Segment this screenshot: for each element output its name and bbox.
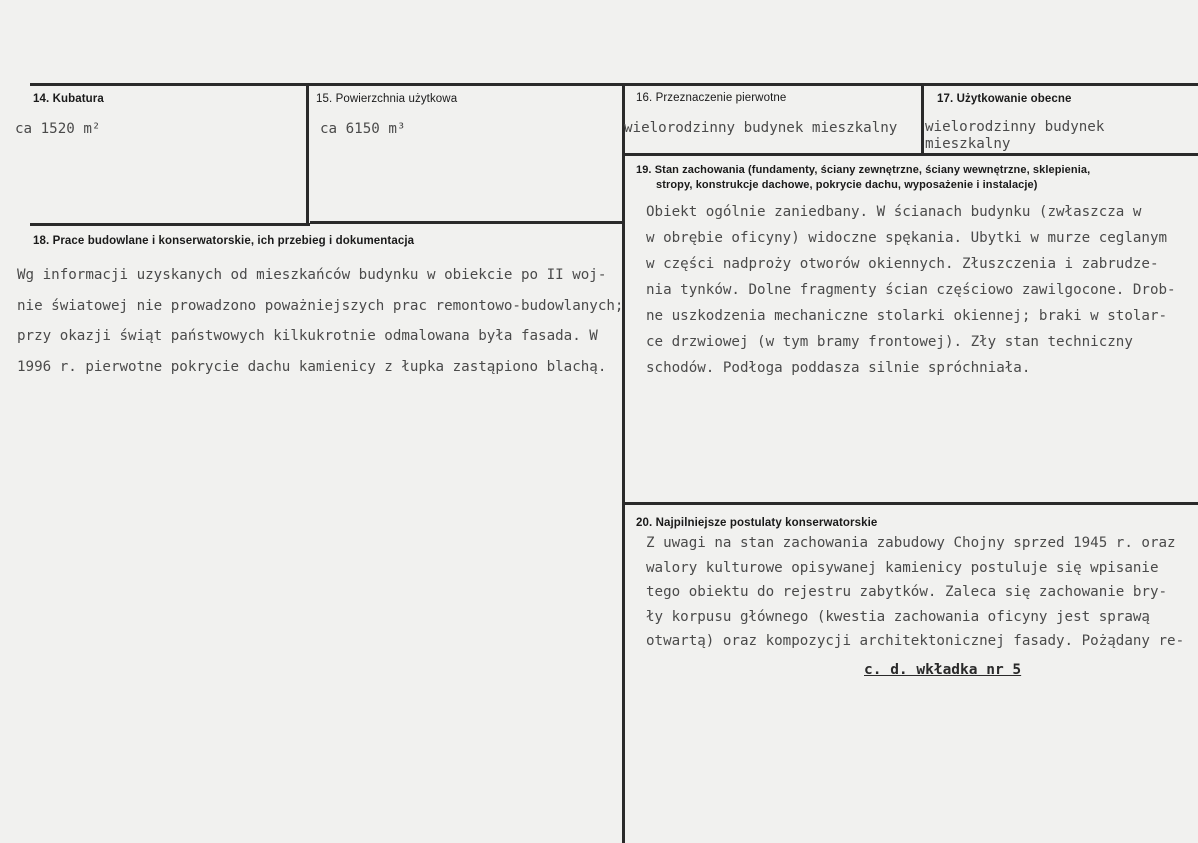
- field-20-line: otwartą) oraz kompozycji architektonicznej fasady. Pożądany re-: [646, 633, 1185, 649]
- field-17-value-line-1: wielorodzinny budynek: [925, 119, 1105, 135]
- top-rule: [30, 83, 1198, 86]
- field-19-line: schodów. Podłoga poddasza silnie spróchniała.: [646, 360, 1031, 376]
- field-14-value: ca 1520 m²: [15, 121, 101, 137]
- field-19-line: ce drzwiowej (w tym bramy frontowej). Zły stan techniczny: [646, 334, 1133, 350]
- field-18-line: 1996 r. pierwotne pokrycie dachu kamienicy z łupka zastąpiono blachą.: [17, 358, 607, 375]
- field-20-line: tego obiektu do rejestru zabytków. Zaleca się zachowanie bry-: [646, 584, 1168, 600]
- field-17-label: 17. Użytkowanie obecne: [937, 93, 1072, 105]
- field-17-value-line-2: mieszkalny: [925, 136, 1011, 152]
- field-20-line: Z uwagi na stan zachowania zabudowy Chojny sprzed 1945 r. oraz: [646, 535, 1176, 551]
- field-20-text: [646, 531, 1184, 654]
- field-18-line: Wg informacji uzyskanych od mieszkańców budynku w obiekcie po II woj-: [17, 267, 607, 283]
- field-20-line: walory kulturowe opisywanej kamienicy postuluje się wpisanie: [646, 559, 1159, 576]
- field-20-label: 20. Najpilniejsze postulaty konserwatorskie: [636, 517, 878, 529]
- field-18-line: nie światowej nie prowadzono poważniejszych prac remontowo-budowlanych;: [17, 297, 624, 314]
- rule-15-bottom: [310, 221, 623, 224]
- divider-14-15: [306, 83, 309, 224]
- field-19-line: ne uszkodzenia mechaniczne stolarki okiennej; braki w stolar-: [646, 308, 1168, 324]
- field-15-value: ca 6150 m³: [320, 121, 406, 137]
- field-18-text: [17, 260, 623, 382]
- rule-16-17-bottom: [622, 153, 1198, 156]
- divider-center: [622, 83, 625, 843]
- continuation-note: c. d. wkładka nr 5: [864, 662, 1022, 678]
- field-14-label: 14. Kubatura: [33, 93, 104, 105]
- field-20-line: ły korpusu głównego (kwestia zachowania oficyny jest sprawą: [646, 608, 1150, 625]
- field-19-line: nia tynków. Dolne fragmenty ścian częściowo zawilgocone. Drob-: [646, 282, 1176, 298]
- field-18-label: 18. Prace budowlane i konserwatorskie, ich przebieg i dokumentacja: [33, 235, 415, 247]
- rule-18-top: [30, 223, 310, 226]
- divider-16-17: [921, 83, 924, 155]
- field-19-label-line-1: 19. Stan zachowania (fundamenty, ściany zewnętrzne, ściany wewnętrzne, sklepienia,: [636, 164, 1091, 176]
- field-19-line: w części nadproży otworów okiennych. Złuszczenia i zabrudze-: [646, 256, 1159, 272]
- field-19-label-line-2: stropy, konstrukcje dachowe, pokrycie dachu, wyposażenie i instalacje): [656, 179, 1038, 191]
- field-16-label: 16. Przeznaczenie pierwotne: [636, 92, 787, 104]
- field-16-value: wielorodzinny budynek mieszkalny: [624, 120, 898, 136]
- field-18-line: przy okazji świąt państwowych kilkukrotnie odmalowana była fasada. W: [17, 328, 598, 344]
- field-15-label: 15. Powierzchnia użytkowa: [316, 93, 458, 105]
- field-19-line: Obiekt ogólnie zaniedbany. W ścianach budynku (zwłaszcza w: [646, 204, 1142, 220]
- rule-19-bottom: [622, 502, 1198, 505]
- field-19-line: w obrębie oficyny) widoczne spękania. Ubytki w murze ceglanym: [646, 230, 1168, 246]
- field-19-text: [646, 199, 1176, 381]
